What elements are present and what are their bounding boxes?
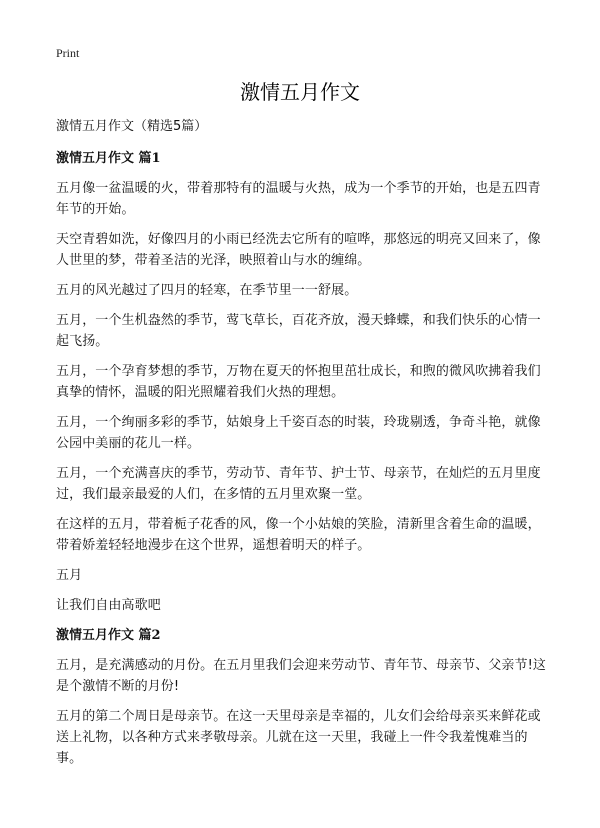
section-heading-1: 激情五月作文 篇1: [56, 151, 161, 166]
document-subtitle: 激情五月作文（精选5篇）: [56, 119, 208, 134]
paragraph: 让我们自由高歌吧: [56, 598, 161, 613]
paragraph: 五月，一个绚丽多彩的季节，姑娘身上千姿百态的时装，玲珑剔透，争奇斗艳，就像公园中美丽的花儿一样。: [56, 415, 541, 451]
paragraph: 五月像一盆温暖的火，带着那特有的温暖与火热，成为一个季节的开始，也是五四青年节的开始。: [56, 181, 541, 217]
paragraph: 五月的风光越过了四月的轻寒，在季节里一一舒展。: [56, 283, 358, 298]
document-body: [56, 116, 548, 778]
paragraph: 五月，一个孕育梦想的季节，万物在夏天的怀抱里茁壮成长，和煦的微风吹拂着我们真挚的情怀，温暖的阳光照耀着我们火热的理想。: [56, 364, 541, 400]
print-label: Print: [56, 46, 80, 60]
paragraph: 五月，是充满感动的月份。在五月里我们会迎来劳动节、青年节、母亲节、父亲节!这是个激情不断的月份!: [56, 658, 547, 694]
paragraph: 天空青碧如洗，好像四月的小雨已经洗去它所有的喧哗，那悠远的明亮又回来了，像人世里的梦，带着圣洁的光泽，映照着山与水的缠绵。: [56, 232, 541, 268]
paragraph: 五月: [56, 568, 83, 583]
paragraph: 五月的第二个周日是母亲节。在这一天里母亲是幸福的，儿女们会给母亲买来鲜花或送上礼物，以各种方式来孝敬母亲。儿就在这一天里，我碰上一件令我羞愧难当的事。: [56, 709, 541, 766]
paragraph: 在这样的五月，带着栀子花香的风，像一个小姑娘的笑脸，清新里含着生命的温暖，带着娇羞轻轻地漫步在这个世界，遥想着明天的样子。: [56, 517, 541, 553]
document-title: 激情五月作文: [240, 80, 360, 104]
paragraph: 五月，一个充满喜庆的季节，劳动节、青年节、护士节、母亲节，在灿烂的五月里度过，我们最亲最爱的人们，在多情的五月里欢聚一堂。: [56, 466, 541, 502]
section-heading-2: 激情五月作文 篇2: [56, 628, 161, 643]
paragraph: 五月，一个生机盎然的季节，莺飞草长，百花齐放，漫天蜂蝶，和我们快乐的心情一起飞扬。: [56, 313, 541, 349]
